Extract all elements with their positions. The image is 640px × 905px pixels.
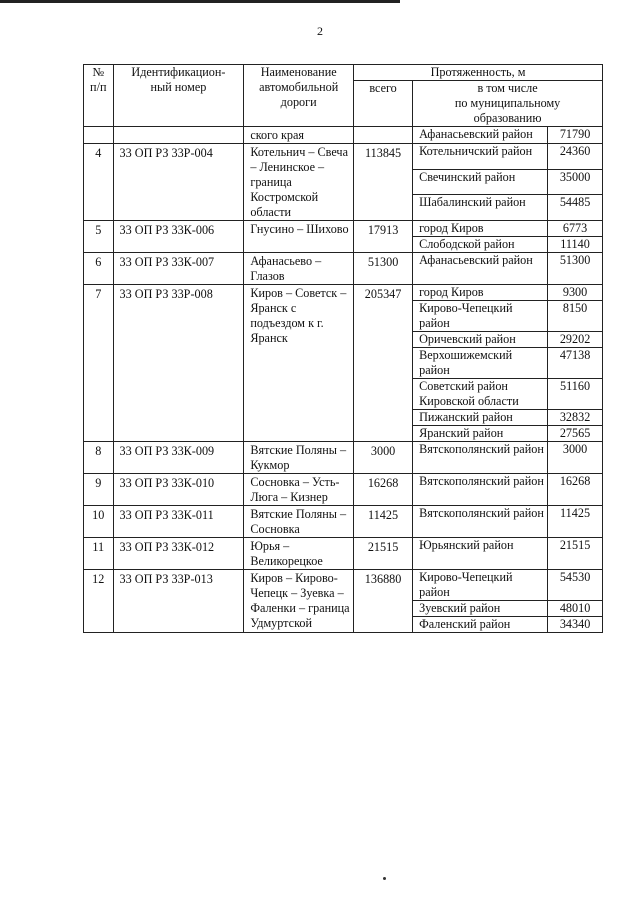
- municipality-length: 29202: [548, 332, 603, 348]
- municipality-name: Вятскополянский район: [413, 442, 548, 474]
- col-header-length: Протяженность, м: [354, 65, 603, 81]
- row-number: [84, 127, 114, 144]
- col-header-no: № п/п: [84, 65, 114, 127]
- page-number: 2: [317, 24, 323, 38]
- table-row: [84, 506, 603, 538]
- row-number: 5: [84, 221, 114, 253]
- road-name: Котельнич – Свеча – Ленинское – граница Костромской области: [244, 144, 354, 221]
- municipality-length: 48010: [548, 601, 603, 617]
- municipality-length: 47138: [548, 348, 603, 379]
- municipality-length: 51160: [548, 379, 603, 410]
- road-id: 33 ОП РЗ 33К-011: [113, 506, 244, 538]
- municipality-length: 51300: [548, 253, 603, 285]
- municipality-length: 32832: [548, 410, 603, 426]
- road-name: Афанасьево – Глазов: [244, 253, 354, 285]
- col-header-name: Наименование автомобильной дороги: [244, 65, 354, 127]
- table-row: [84, 144, 603, 170]
- municipality-length: 24360: [548, 144, 603, 170]
- municipality-length: 54530: [548, 570, 603, 601]
- road-total-length: 113845: [354, 144, 413, 221]
- municipality-name: Вятскополянский район: [413, 506, 548, 538]
- municipality-length: 21515: [548, 538, 603, 570]
- road-id: [113, 127, 244, 144]
- col-header-municipality: в том числе по муниципальному образованию: [413, 81, 603, 127]
- road-id: 33 ОП РЗ 33Р-004: [113, 144, 244, 221]
- road-name: Вятские Поляны – Сосновка: [244, 506, 354, 538]
- municipality-name: Зуевский район: [413, 601, 548, 617]
- road-id: 33 ОП РЗ 33К-007: [113, 253, 244, 285]
- road-id: 33 ОП РЗ 33К-012: [113, 538, 244, 570]
- road-total-length: 16268: [354, 474, 413, 506]
- road-id: 33 ОП РЗ 33К-009: [113, 442, 244, 474]
- municipality-name: Слободской район: [413, 237, 548, 253]
- row-number: 11: [84, 538, 114, 570]
- road-total-length: [354, 127, 413, 144]
- row-number: 9: [84, 474, 114, 506]
- table-row: [84, 570, 603, 601]
- municipality-name: Котельничский район: [413, 144, 548, 170]
- municipality-name: Верхошижемский район: [413, 348, 548, 379]
- col-header-total: всего: [354, 81, 413, 127]
- table-row: [84, 127, 603, 144]
- municipality-length: 27565: [548, 426, 603, 442]
- municipality-name: Оричевский район: [413, 332, 548, 348]
- road-name: Киров – Советск – Яранск с подъездом к г. Яранск: [244, 285, 354, 442]
- road-name: Гнусино – Шихово: [244, 221, 354, 253]
- municipality-name: Юрьянский район: [413, 538, 548, 570]
- road-id: 33 ОП РЗ 33Р-013: [113, 570, 244, 633]
- road-total-length: 21515: [354, 538, 413, 570]
- road-total-length: 51300: [354, 253, 413, 285]
- municipality-length: 11140: [548, 237, 603, 253]
- road-name: Киров – Кирово-Чепецк – Зуевка – Фаленки – граница Удмуртской: [244, 570, 354, 633]
- road-total-length: 205347: [354, 285, 413, 442]
- municipality-length: 35000: [548, 169, 603, 195]
- municipality-name: Советский район Кировской области: [413, 379, 548, 410]
- municipality-length: 71790: [548, 127, 603, 144]
- municipality-length: 34340: [548, 617, 603, 633]
- road-name: Сосновка – Усть-Люга – Кизнер: [244, 474, 354, 506]
- municipality-length: 54485: [548, 195, 603, 221]
- footer-mark: [383, 877, 386, 880]
- road-id: 33 ОП РЗ 33К-010: [113, 474, 244, 506]
- row-number: 7: [84, 285, 114, 442]
- municipality-name: Афанасьевский район: [413, 253, 548, 285]
- municipality-name: Яранский район: [413, 426, 548, 442]
- municipality-length: 11425: [548, 506, 603, 538]
- col-header-id: Идентификацион- ный номер: [113, 65, 244, 127]
- municipality-name: Шабалинский район: [413, 195, 548, 221]
- table-row: [84, 221, 603, 237]
- municipality-length: 16268: [548, 474, 603, 506]
- roads-table: [83, 64, 603, 633]
- road-total-length: 136880: [354, 570, 413, 633]
- row-number: 6: [84, 253, 114, 285]
- row-number: 10: [84, 506, 114, 538]
- road-total-length: 3000: [354, 442, 413, 474]
- road-total-length: 17913: [354, 221, 413, 253]
- municipality-name: Пижанский район: [413, 410, 548, 426]
- municipality-length: 8150: [548, 301, 603, 332]
- road-name: ского края: [244, 127, 354, 144]
- table-row: [84, 474, 603, 506]
- road-total-length: 11425: [354, 506, 413, 538]
- municipality-length: 6773: [548, 221, 603, 237]
- table-body: [84, 127, 603, 633]
- road-name: Вятские Поляны – Кукмор: [244, 442, 354, 474]
- municipality-name: город Киров: [413, 285, 548, 301]
- table-row: [84, 285, 603, 301]
- row-number: 4: [84, 144, 114, 221]
- road-id: 33 ОП РЗ 33К-006: [113, 221, 244, 253]
- top-rule: [0, 0, 400, 3]
- municipality-length: 9300: [548, 285, 603, 301]
- table-row: [84, 253, 603, 285]
- table-header: [84, 65, 603, 127]
- row-number: 8: [84, 442, 114, 474]
- municipality-name: Кирово-Чепецкий район: [413, 301, 548, 332]
- municipality-name: Афанасьевский район: [413, 127, 548, 144]
- municipality-name: город Киров: [413, 221, 548, 237]
- municipality-name: Свечинский район: [413, 169, 548, 195]
- table-row: [84, 442, 603, 474]
- row-number: 12: [84, 570, 114, 633]
- table-row: [84, 538, 603, 570]
- municipality-length: 3000: [548, 442, 603, 474]
- municipality-name: Кирово-Чепецкий район: [413, 570, 548, 601]
- road-name: Юрья – Великорецкое: [244, 538, 354, 570]
- municipality-name: Фаленский район: [413, 617, 548, 633]
- municipality-name: Вятскополянский район: [413, 474, 548, 506]
- road-id: 33 ОП РЗ 33Р-008: [113, 285, 244, 442]
